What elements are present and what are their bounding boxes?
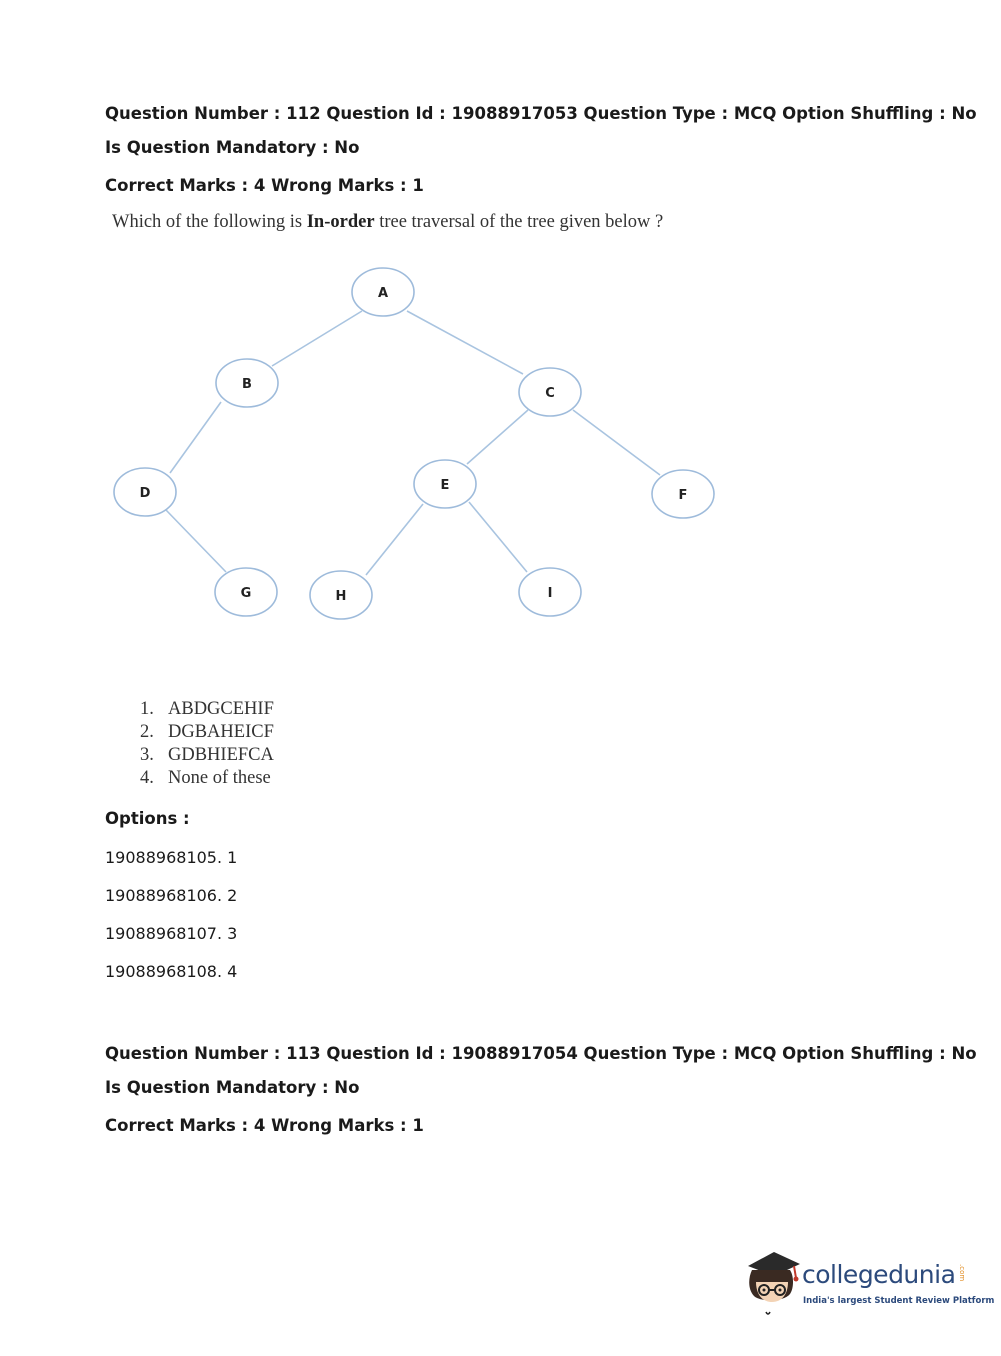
choice-item [140, 698, 274, 721]
node-g-label: G [240, 586, 252, 601]
choice-text: GDBHIEFCA [168, 745, 274, 765]
stem-text-before: Which of the following is [112, 212, 307, 232]
choice-item [140, 744, 274, 767]
node-a-label: A [377, 286, 389, 301]
question-112-mandatory: Is Question Mandatory : No [105, 138, 360, 157]
choice-item [140, 721, 274, 744]
logo-tagline: India's largest Student Review Platform [803, 1296, 995, 1306]
question-113-mandatory: Is Question Mandatory : No [105, 1078, 360, 1097]
edge-c-e [467, 410, 528, 464]
collegedunia-logo [742, 1248, 995, 1320]
node-h-label: H [335, 589, 347, 604]
choice-text: ABDGCEHIF [168, 699, 274, 719]
logo-com-suffix: .com [958, 1264, 966, 1282]
option-item: 19088968105. 1 [105, 848, 238, 867]
option-item: 19088968108. 4 [105, 962, 238, 981]
choice-item [140, 767, 274, 790]
option-item: 19088968106. 2 [105, 886, 238, 905]
edge-e-i [469, 502, 527, 572]
mascot-icon [742, 1248, 804, 1320]
answer-choices-list [140, 698, 274, 790]
question-112-stem [112, 212, 663, 233]
node-c-label: C [545, 386, 555, 401]
question-112-header: Question Number : 112 Question Id : 19088917053 Question Type : MCQ Option Shuffling : No [105, 104, 977, 123]
logo-wordmark: collegedunia [802, 1260, 956, 1289]
question-113-marks: Correct Marks : 4 Wrong Marks : 1 [105, 1116, 424, 1135]
choice-number: 1. [140, 699, 154, 719]
edge-a-c [407, 311, 523, 374]
node-f-label: F [678, 488, 688, 503]
choice-text: DGBAHEICF [168, 722, 274, 742]
stem-text-bold: In-order [306, 212, 375, 232]
binary-tree-diagram [0, 255, 760, 640]
edge-c-f [573, 410, 660, 475]
node-e-label: E [440, 478, 450, 493]
stem-text-after: tree traversal of the tree given below ? [374, 212, 664, 232]
edge-e-h [366, 504, 423, 575]
option-item: 19088968107. 3 [105, 924, 238, 943]
choice-number: 4. [140, 768, 154, 788]
edge-d-g [166, 510, 226, 572]
edge-a-b [272, 311, 362, 366]
options-label: Options : [105, 809, 190, 828]
node-i-label: I [547, 586, 553, 601]
question-112-marks: Correct Marks : 4 Wrong Marks : 1 [105, 176, 424, 195]
choice-number: 3. [140, 745, 154, 765]
edge-b-d [170, 402, 221, 473]
node-d-label: D [139, 486, 151, 501]
choice-number: 2. [140, 722, 154, 742]
choice-text: None of these [168, 768, 271, 788]
node-b-label: B [242, 377, 252, 392]
question-113-header: Question Number : 113 Question Id : 19088917054 Question Type : MCQ Option Shuffling : No [105, 1044, 977, 1063]
